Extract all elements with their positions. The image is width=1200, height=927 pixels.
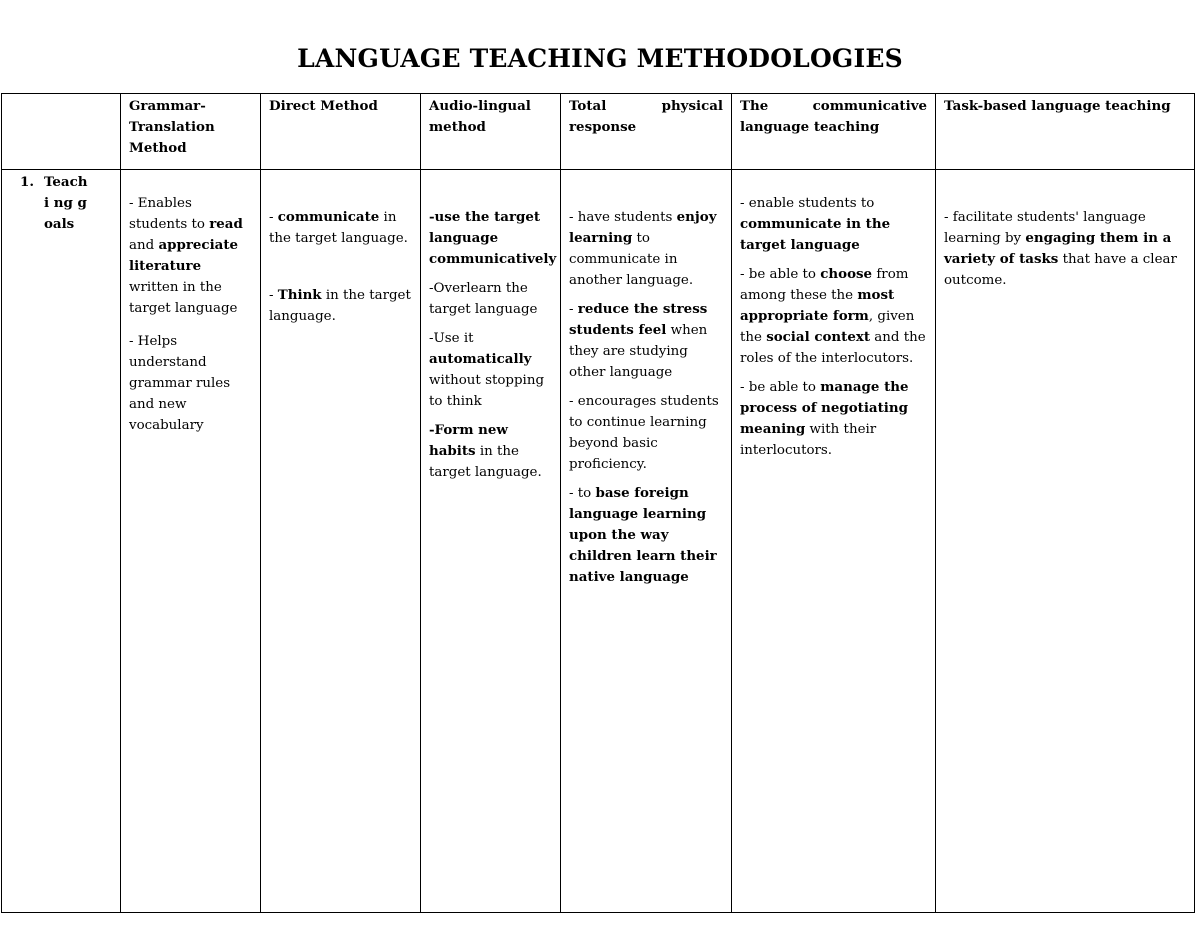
text: and <box>129 238 159 253</box>
cell-paragraph <box>569 299 723 383</box>
text: -Overlearn the target language <box>429 281 538 317</box>
row-label-cell <box>2 170 121 913</box>
cell-paragraph <box>269 207 412 249</box>
cell-paragraph <box>740 193 927 256</box>
cell-paragraph <box>740 264 927 369</box>
text: - <box>569 302 578 317</box>
row-label: Teachi ng goals <box>43 174 88 232</box>
text: in the target language. <box>429 444 542 480</box>
text: - encourages students to continue learning beyond basic proficiency. <box>569 394 719 472</box>
bold-text: choose <box>820 266 873 282</box>
text: in the target language. <box>269 288 411 324</box>
text: to communicate in another language. <box>569 231 694 288</box>
text: and the roles of the interlocutors. <box>740 330 926 366</box>
cell-direct-method-goals <box>261 170 421 913</box>
text: - be able to <box>740 267 821 282</box>
text: - Enables students to <box>129 196 210 232</box>
cell-paragraph <box>429 278 552 320</box>
text: in the target language. <box>269 210 408 246</box>
cell-paragraph <box>429 420 552 483</box>
text: , given the <box>740 309 915 345</box>
text: with their interlocutors. <box>740 422 877 458</box>
bold-text: communicate <box>277 209 380 225</box>
header-communicative: The communicative language teaching <box>732 94 936 170</box>
bold-text: reduce the stress students feel <box>569 301 708 338</box>
cell-paragraph <box>129 193 252 319</box>
bold-text: automatically <box>429 351 532 367</box>
cell-paragraph <box>429 207 557 270</box>
bold-text: appreciate literature <box>129 237 239 274</box>
cell-audio-lingual-goals <box>421 170 561 913</box>
bold-text: social context <box>766 329 871 345</box>
cell-paragraph <box>740 377 927 461</box>
bold-text: base foreign language learning upon the way children learn their native language <box>569 485 717 585</box>
table-row <box>2 170 1195 913</box>
cell-paragraph <box>429 328 552 412</box>
bold-text: read <box>209 216 243 232</box>
cell-paragraph <box>569 483 723 588</box>
text: that have a clear outcome. <box>944 252 1177 288</box>
bold-text: Think <box>277 287 322 303</box>
cell-communicative-goals <box>732 170 936 913</box>
header-task-based: Task-based language teaching <box>936 94 1195 170</box>
bold-text: -use the target language communicatively <box>429 209 557 267</box>
cell-grammar-translation-goals <box>121 170 261 913</box>
cell-total-physical-response-goals <box>561 170 732 913</box>
bold-text: enjoy learning <box>569 209 717 246</box>
bold-text: most appropriate form <box>740 287 895 324</box>
cell-paragraph <box>569 207 723 291</box>
text: - have students <box>569 210 677 225</box>
header-total-physical-response: Total physical response <box>561 94 732 170</box>
cell-paragraph <box>944 207 1186 291</box>
cell-paragraph <box>269 285 412 327</box>
text: from among these the <box>740 267 909 303</box>
text: when they are studying other language <box>569 323 708 380</box>
text: - to <box>569 486 596 501</box>
header-grammar-translation: Grammar-Translation Method <box>121 94 261 170</box>
text: - facilitate students' language learning by <box>944 210 1146 246</box>
text: -Use it <box>429 331 474 346</box>
bold-text: -Form new habits <box>429 422 508 459</box>
header-cell-empty <box>2 94 121 170</box>
text: without stopping to think <box>429 373 545 409</box>
text: - Helps understand grammar rules and new vocabulary <box>129 334 231 433</box>
text: written in the target language <box>129 280 238 316</box>
text: - <box>269 210 278 225</box>
text: - enable students to <box>740 196 875 211</box>
row-number: 1. <box>20 174 34 190</box>
bold-text: engaging them in a variety of tasks <box>944 230 1172 267</box>
text: - <box>269 288 278 303</box>
bold-text: manage the process of negotiating meaning <box>740 379 909 437</box>
cell-paragraph <box>129 331 252 436</box>
header-row <box>2 94 1195 170</box>
cell-paragraph <box>569 391 723 475</box>
header-audio-lingual: Audio-lingual method <box>421 94 561 170</box>
bold-text: communicate in the target language <box>740 216 891 253</box>
methodologies-table <box>1 93 1195 913</box>
document-title: LANGUAGE TEACHING METHODOLOGIES <box>297 44 903 73</box>
cell-task-based-goals <box>936 170 1195 913</box>
header-direct-method: Direct Method <box>261 94 421 170</box>
text: - be able to <box>740 380 821 395</box>
